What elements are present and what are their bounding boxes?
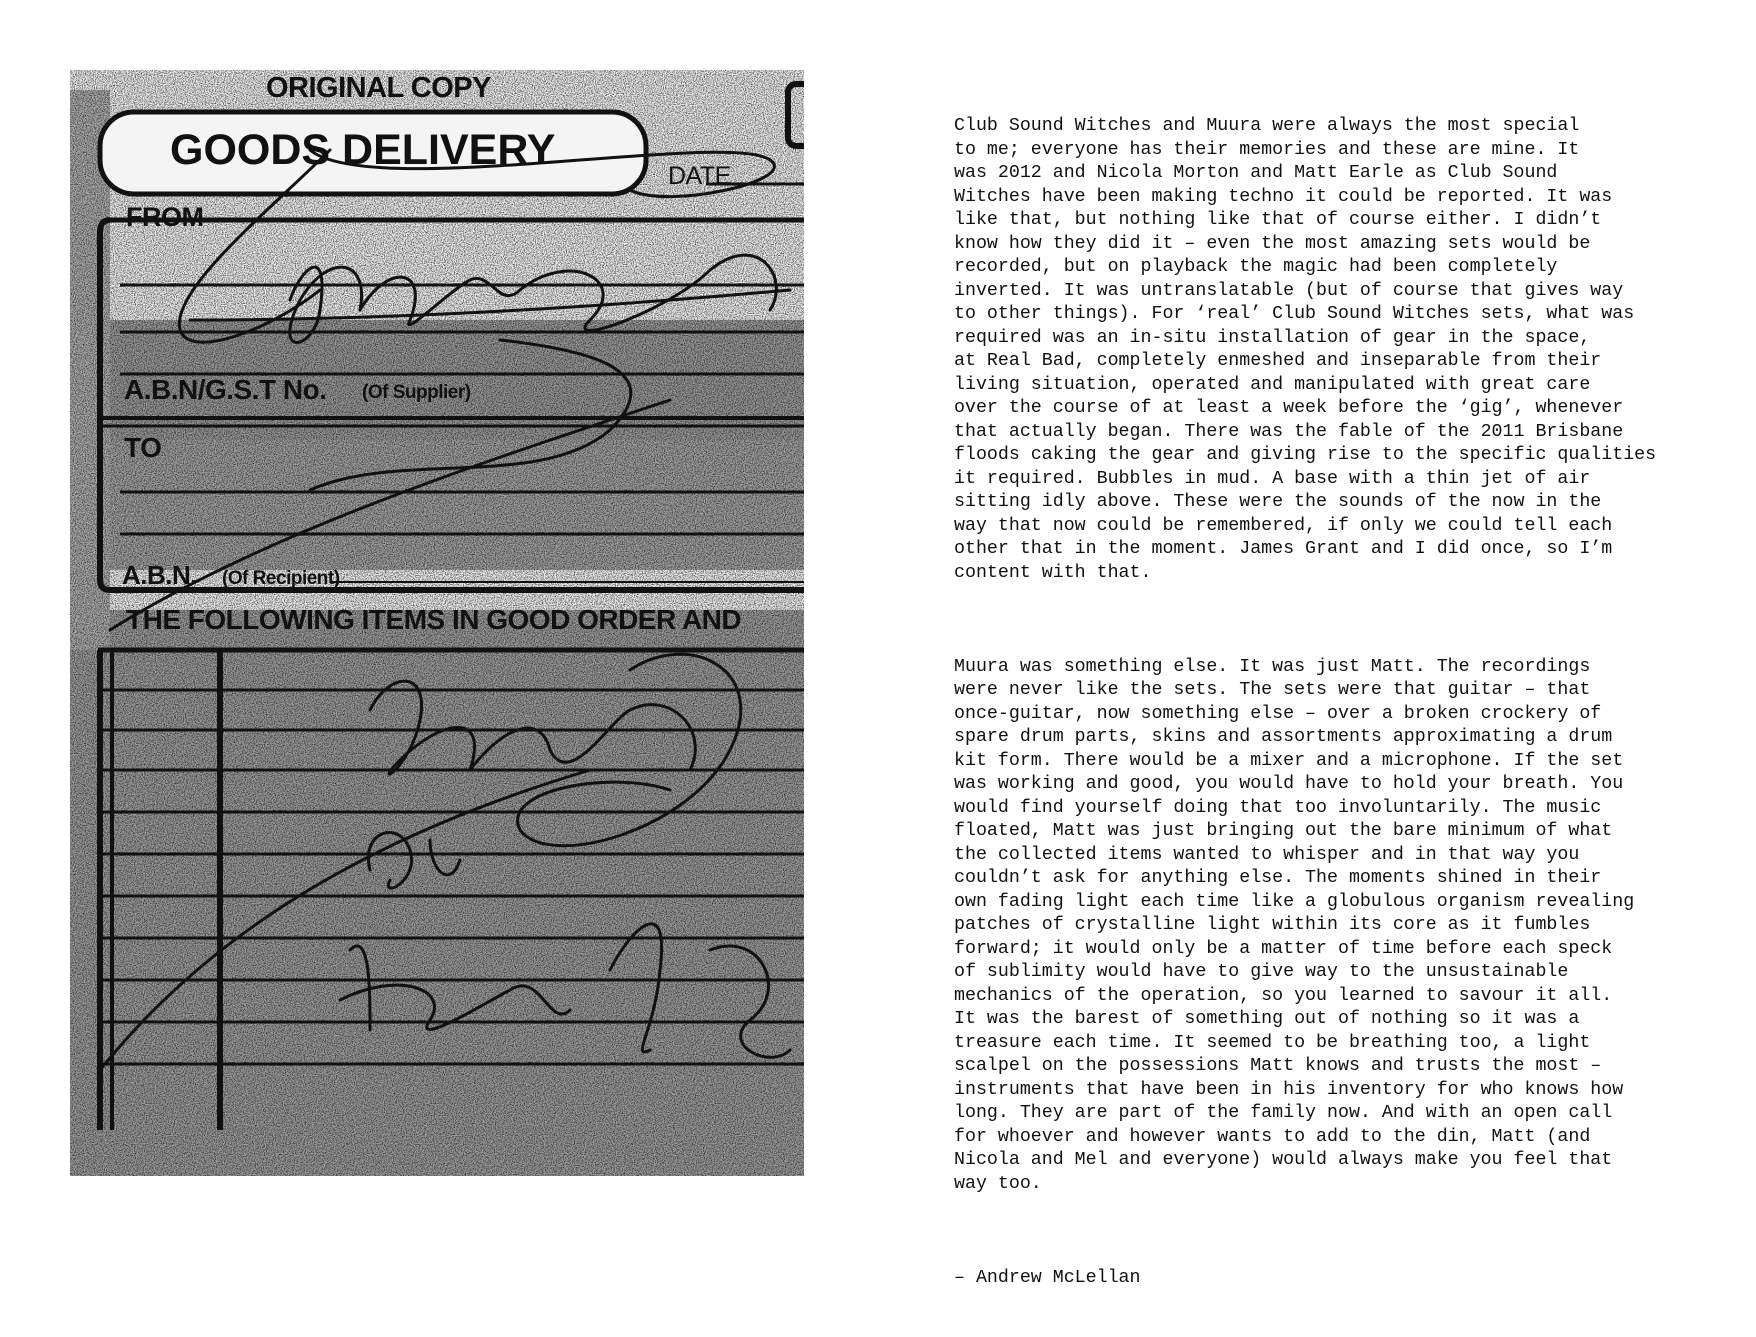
essay-paragraph: Club Sound Witches and Muura were always the most special to me; everyone has their memories and these are mine. It was 2012 and Nicola Morton and Matt Earle as Club Sound Witches have been making techno it could be reported. It was like that, but nothing like that of course either. I didn’t know how they did it – even the most amazing sets would be recorded, but on playback the magic had been completely inverted. It was untranslatable (but of course that gives way to other things). For ‘real’ Club Sound Witches sets, what was required was an in-situ installation of gear in the space, at Real Bad, completely enmeshed and inseparable from their living situation, operated and manipulated with great care over the course of at least a week before the ‘gig’, whenever that actually began. There was the fable of the 2011 Brisbane floods caking the gear and giving rise to the specific qualities it required. Bubbles in mud. A base with a thin jet of air sitting idly above. These were the sounds of the now in the way that now could be remembered, if only we could tell each other that in the moment. James Grant and I did once, so I’m content with that. (954, 116, 1657, 583)
docket-date-label: DATE (668, 162, 731, 190)
docket-from-label: FROM (126, 202, 204, 232)
docket-abn-gst-label: A.B.N/G.S.T No. (124, 374, 327, 405)
author-signature: – Andrew McLellan (954, 1267, 1141, 1288)
docket-items-label: THE FOLLOWING ITEMS IN GOOD ORDER AND (126, 604, 742, 635)
docket-abn-note: (Of Recipient) (222, 568, 340, 589)
docket-abn-label: A.B.N. (122, 560, 197, 590)
essay-paragraph: Muura was something else. It was just Matt. The recordings were never like the sets. The sets were that guitar – that once-guitar, now something else – over a broken crockery of spare drum parts, skins and assortments approximating a drum kit form. There would be a mixer and a microphone. If the set was working and good, you would have to hold your breath. You would find yourself doing that too involuntarily. The music floated, Matt was just bringing out the bare minimum of what the collected items wanted to whisper and in that way you couldn’t ask for anything else. The moments shined in their own fading light each time like a globulous organism revealing patches of crystalline light within its core as it fumbles forward; it would only be a matter of time before each speck of sublimity would have to give way to the unsustainable mechanics of the operation, so you learned to savour it all. It was the barest of something out of nothing so it was a treasure each time. It seemed to be breathing too, a light scalpel on the possessions Matt knows and trusts the most – instruments that have been in his inventory for who knows how long. They are part of the family now. And with an open call for whoever and however wants to add to the din, Matt (and Nicola and Mel and everyone) would always make you feel that way too. (954, 656, 1635, 1194)
docket-abn-gst-note: (Of Supplier) (362, 382, 471, 403)
docket-to-label: TO (124, 432, 162, 463)
essay-text (954, 68, 1694, 1337)
docket-title: GOODS DELIVERY (170, 126, 556, 174)
docket-header-label: ORIGINAL COPY (266, 72, 491, 104)
goods-delivery-scan (70, 70, 804, 1176)
